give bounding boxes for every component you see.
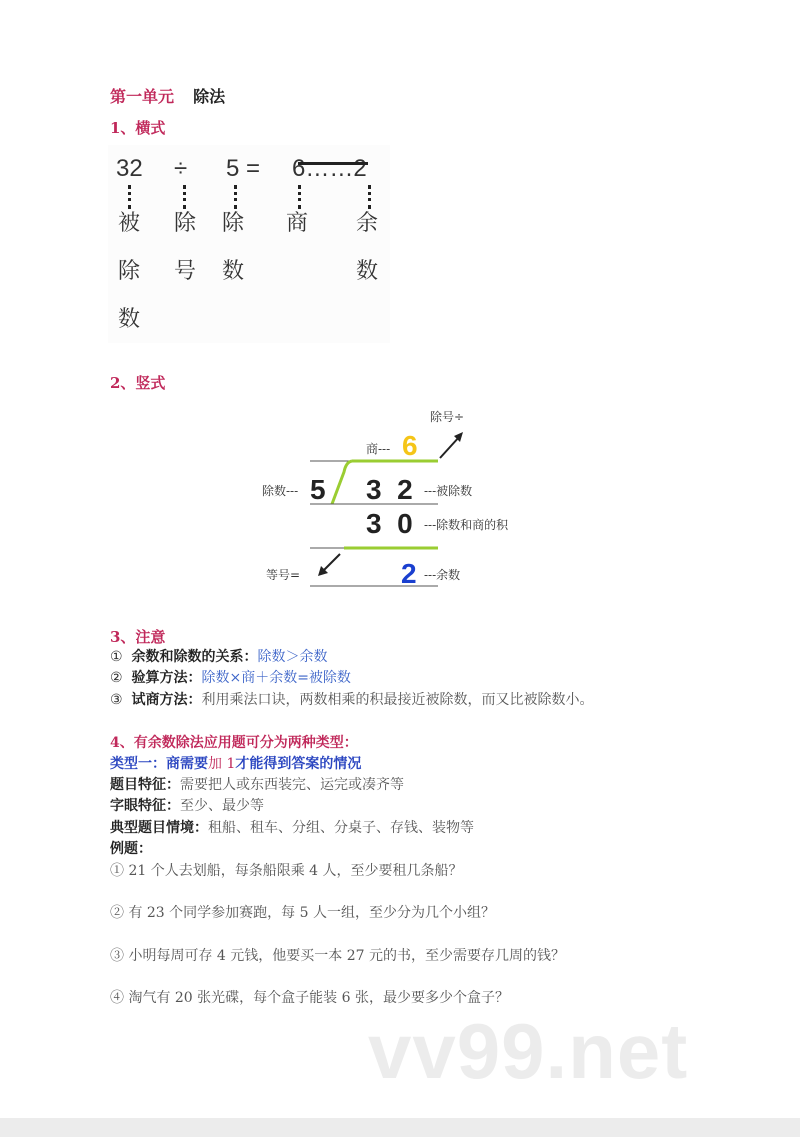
example-item: ③ 小明每周可存 4 元钱，他要买一本 27 元的书，至少需要存几周的钱？: [110, 948, 565, 964]
label-dividend: 被 除 数: [118, 211, 141, 332]
unit-title: 第一单元: [110, 87, 175, 106]
label-divisor: 除数---: [262, 484, 299, 498]
label-dividend: ---被除数: [424, 484, 473, 498]
divisor-number: 5 =: [226, 155, 261, 182]
watermark: vv99.net: [368, 1007, 689, 1095]
feature-line: 典型题目情境：租船、租车、分组、分桌子、存钱、装物等: [110, 820, 474, 836]
label-division-sign: 除 号: [174, 211, 197, 284]
label-equal-sign: 等号=: [266, 568, 301, 582]
section-4-heading: 4、有余数除法应用题可分为两种类型：: [110, 735, 358, 751]
remainder-digit: 2: [401, 558, 417, 589]
feature-line: 字眼特征：至少、最少等: [110, 798, 264, 814]
dividend-digits: 3 2: [366, 474, 413, 505]
examples-label: 例题：: [110, 841, 152, 857]
topic-title: 除法: [193, 87, 226, 106]
example-item: ④ 淘气有 20 张光碟，每个盒子能装 6 张，最少要多少个盒子？: [110, 990, 509, 1006]
label-remainder: 余 数: [356, 211, 379, 284]
long-division-figure: [262, 402, 532, 598]
section-2-heading: 2、竖式: [110, 374, 166, 392]
label-division-sign: 除号÷: [430, 410, 465, 424]
note-item: ③ 试商方法：利用乘法口诀，两数相乘的积最接近被除数，而又比被除数小。: [110, 692, 594, 708]
divisor-digit: 5: [310, 474, 326, 505]
label-divisor: 除 数: [222, 211, 245, 284]
horizontal-division-figure: [108, 145, 390, 343]
section-3-heading: 3、注意: [110, 628, 166, 646]
page-bottom-edge: [0, 1118, 800, 1137]
page-title: [110, 84, 225, 107]
section-1-heading: 1、横式: [110, 119, 166, 137]
note-item: ② 验算方法：除数×商＋余数=被除数: [110, 670, 351, 686]
note-item: ① 余数和除数的关系：除数＞余数: [110, 649, 328, 665]
feature-line: 题目特征：需要把人或东西装完、运完或凑齐等: [110, 777, 404, 793]
label-remainder: ---余数: [424, 568, 461, 582]
type-one-heading: 类型一：商需要加 1才能得到答案的情况: [110, 756, 362, 772]
label-quotient: 商: [286, 211, 309, 236]
dividend-number: 32: [116, 155, 143, 182]
quotient-digit: 6: [402, 430, 418, 461]
label-product: ---除数和商的积: [424, 518, 509, 532]
division-sign: ÷: [174, 155, 188, 182]
product-digits: 3 0: [366, 508, 413, 539]
label-quotient: 商---: [366, 442, 391, 456]
quotient-remainder: 6……2: [292, 155, 367, 182]
example-item: ① 21 个人去划船，每条船限乘 4 人，至少要租几条船？: [110, 863, 463, 879]
example-item: ② 有 23 个同学参加赛跑，每 5 人一组，至少分为几个小组？: [110, 905, 495, 921]
